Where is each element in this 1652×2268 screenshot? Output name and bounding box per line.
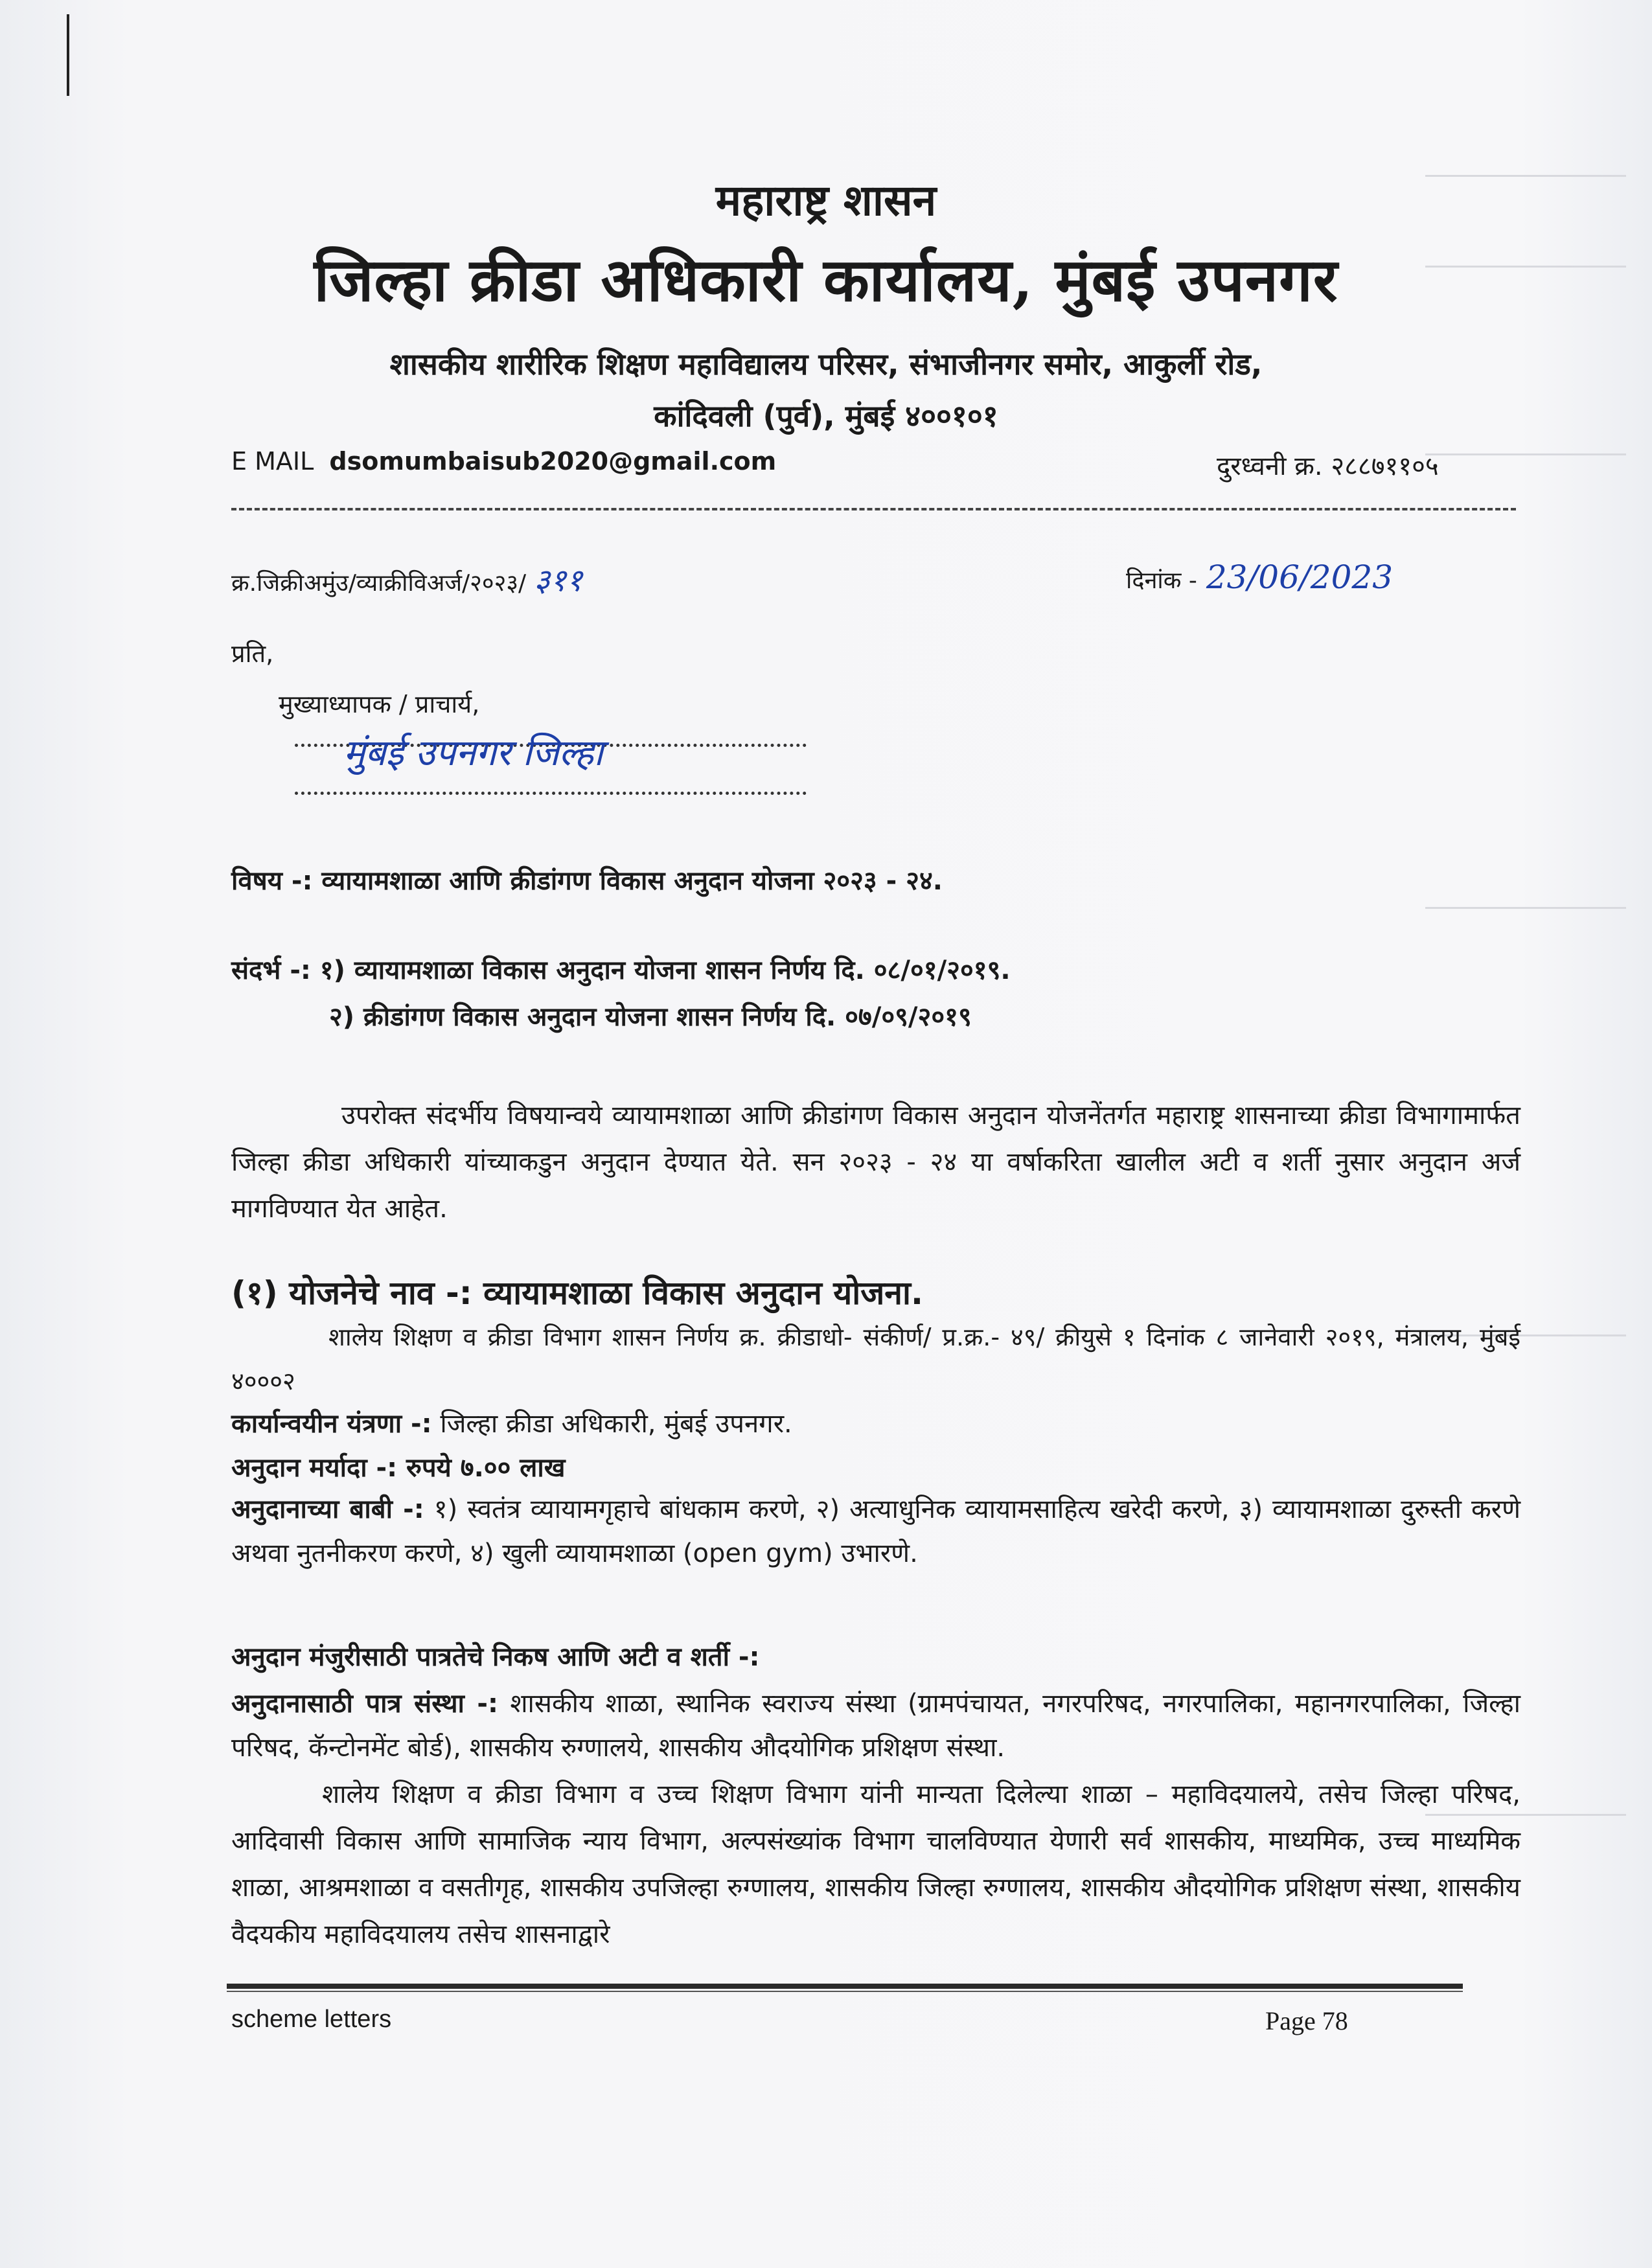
phone-number: २८८७११०५ (1331, 452, 1439, 481)
handwritten-district: मुंबई उपनगर जिल्हा (343, 732, 604, 774)
to-label: प्रति, (231, 639, 274, 668)
implementing-agency (231, 1402, 1520, 1446)
letter-date (1126, 558, 1393, 596)
reference-text-1: १) व्यायामशाळा विकास अनुदान योजना शासन निर्णय दि. ०८/०१/२०१९. (319, 956, 1011, 985)
footer-label: scheme letters (231, 2006, 392, 2033)
phone-line (1217, 447, 1439, 483)
references-label: संदर्भ -: (231, 956, 311, 985)
criteria-heading: अनुदान मंजुरीसाठी पात्रतेचे निकष आणि अटी व शर्ती -: (231, 1642, 760, 1672)
impl-value: जिल्हा क्रीडा अधिकारी, मुंबई उपनगर. (440, 1409, 792, 1439)
page-number: Page 78 (1265, 2006, 1348, 2035)
scheme-heading: (१) योजनेचे नाव -: व्यायामशाळा विकास अनुदान योजना. (231, 1274, 923, 1312)
items-value: १) स्वतंत्र व्यायामगृहाचे बांधकाम करणे, २) अत्याधुनिक व्यायामसाहित्य खरेदी करणे, ३) व्यायामशाळा दुरुस्ती करणे अथवा नुतनीकरण करणे, ४) खुली व्यायामशाळा (open gym) उभारणे. (231, 1495, 1520, 1568)
impl-label: कार्यान्वयीन यंत्रणा -: (231, 1409, 432, 1439)
eligible-institutions (231, 1682, 1520, 1770)
dotted-line (295, 792, 807, 795)
dashed-divider (231, 508, 1516, 510)
bleed-through-line (1425, 453, 1626, 455)
phone-label: दुरध्वनी क्र. (1217, 452, 1323, 481)
addressee: मुख्याध्यापक / प्राचार्य, (279, 690, 480, 718)
address-line-2: कांदिवली (पुर्व), मुंबई ४००१०१ (654, 398, 998, 433)
office-title: जिल्हा क्रीडा अधिकारी कार्यालय, मुंबई उपनगर (314, 245, 1338, 315)
eligible-label: अनुदानासाठी पात्र संस्था -: (231, 1689, 499, 1719)
email-address[interactable]: dsomumbaisub2020@gmail.com (329, 447, 777, 475)
date-label: दिनांक - (1126, 567, 1197, 594)
email-label: E MAIL (231, 447, 314, 475)
subject-text: व्यायामशाळा आणि क्रीडांगण विकास अनुदान योजना २०२३ - २४. (321, 866, 943, 896)
address-line-1: शासकीय शारीरिक शिक्षण महाविद्यालय परिसर, संभाजीनगर समोर, आकुर्ली रोड, (389, 347, 1263, 382)
grant-items (231, 1487, 1520, 1575)
government-resolution: शालेय शिक्षण व क्रीडा विभाग शासन निर्णय क्र. क्रीडाधो- संकीर्ण/ प्र.क्र.- ४९/ क्रीयुसे १ दिनांक ८ जानेवारी २०१९, मंत्रालय, मुंबई ४०००२ (231, 1323, 1520, 1395)
reference-prefix: क्र.जिक्रीअमुंउ/व्याक्रीविअर्ज/२०२३/ (231, 570, 527, 597)
handwritten-number: ३११ (534, 562, 583, 599)
footer-rule (227, 1984, 1463, 1989)
reference-number (231, 558, 582, 601)
grant-limit: अनुदान मर्यादा -: रुपये ७.०० लाख (231, 1453, 566, 1483)
subject-line (231, 862, 943, 897)
email-line (231, 447, 776, 475)
bleed-through-line (1425, 907, 1626, 909)
items-label: अनुदानाच्या बाबी -: (231, 1495, 424, 1524)
margin-mark (67, 14, 69, 96)
government-header: महाराष्ट्र शासन (715, 175, 937, 225)
reference-item-2: २) क्रीडांगण विकास अनुदान योजना शासन निर्णय दि. ०७/०९/२०१९ (329, 1002, 972, 1032)
subject-label: विषय -: (231, 866, 313, 896)
footer-rule-thin (227, 1991, 1463, 1992)
reference-item-1 (231, 951, 1011, 987)
eligible-value: शासकीय शाळा, स्थानिक स्वराज्य संस्था (ग्रामपंचायत, नगरपरिषद, नगरपालिका, महानगरपालिका, जिल्हा परिषद, कॅन्टोनमेंट बोर्ड), शासकीय रुग्णालये, शासकीय औदयोगिक प्रशिक्षण संस्था. (231, 1689, 1520, 1763)
handwritten-date: 23/06/2023 (1206, 558, 1394, 596)
intro-paragraph: उपरोक्त संदर्भीय विषयान्वये व्यायामशाळा आणि क्रीडांगण विकास अनुदान योजनेंतर्गत महाराष्ट्र शासनाच्या क्रीडा विभागामार्फत जिल्हा क्रीडा अधिकारी यांच्याकडुन अनुदान देण्यात येते. सन २०२३ - २४ या वर्षाकरिता खालील अटी व शर्ती नुसार अनुदान अर्ज मागविण्यात येत आहेत. (231, 1101, 1520, 1224)
eligibility-paragraph: शालेय शिक्षण व क्रीडा विभाग व उच्च शिक्षण विभाग यांनी मान्यता दिलेल्या शाळा – महाविदयालये, तसेच जिल्हा परिषद, आदिवासी विकास आणि सामाजिक न्याय विभाग, अल्पसंख्यांक विभाग चालविण्यात येणारी सर्व शासकीय, माध्यमिक, उच्च माध्यमिक शाळा, आश्रमशाळा व वसतीगृह, शासकीय उपजिल्हा रुग्णालय, शासकीय जिल्हा रुग्णालय, शासकीय औदयोगिक प्रशिक्षण संस्था, शासकीय वैदयकीय महाविदयालय तसेच शासनाद्वारे (231, 1780, 1520, 1949)
